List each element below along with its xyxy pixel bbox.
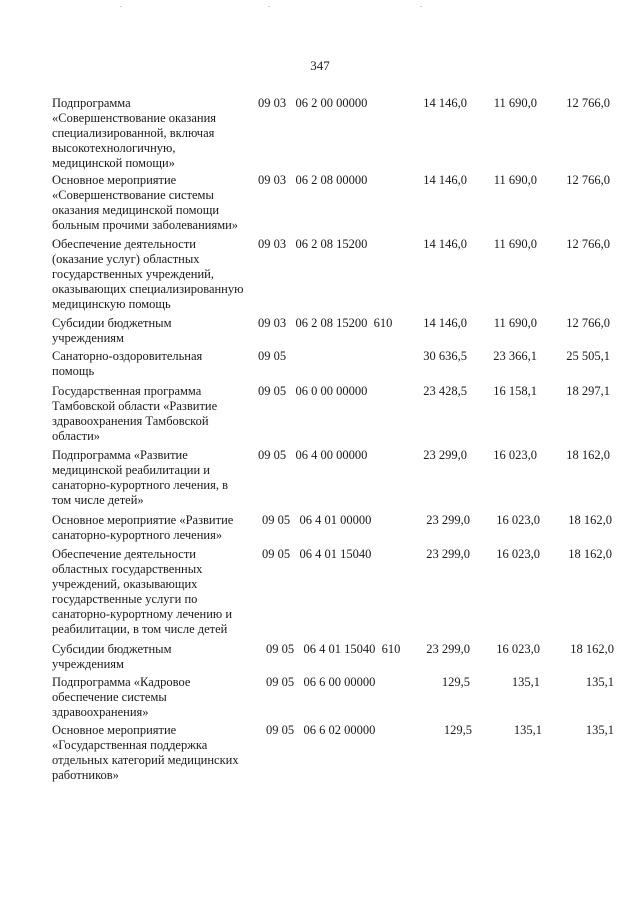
value-year-3: 25 505,1 xyxy=(566,349,610,363)
value-year-3: 18 162,0 xyxy=(566,448,610,462)
row-code: 09 03 06 2 08 15200 xyxy=(258,237,368,251)
row-name: Обеспечение деятельности (оказание услуг) областных государственных учреждений, оказывающих специализированную медицинскую помощь xyxy=(52,237,244,311)
value-year-2: 16 158,1 xyxy=(493,384,537,398)
value-year-1: 23 299,0 xyxy=(426,642,470,656)
value-year-3: 18 162,0 xyxy=(568,513,612,527)
row-code: 09 03 06 2 08 15200 610 xyxy=(258,316,393,330)
row-name: Подпрограмма «Совершенствование оказания специализированной, включая высокотехнологичную, медицинской помощи» xyxy=(52,96,217,170)
value-year-2: 11 690,0 xyxy=(493,173,537,187)
value-year-2: 16 023,0 xyxy=(496,642,540,656)
value-year-2: 135,1 xyxy=(513,723,542,737)
row-code: 09 03 06 2 08 00000 xyxy=(258,173,368,187)
row-code: 09 03 06 2 00 00000 xyxy=(258,96,368,110)
value-year-1: 23 299,0 xyxy=(426,513,470,527)
row-code: 09 05 06 4 01 15040 xyxy=(262,547,372,561)
value-year-3: 135,1 xyxy=(585,675,614,689)
row-name: Обеспечение деятельности областных государственных учреждений, оказывающих государственные услуги по санаторно-курортному лечению и реабилитации, в том числе детей xyxy=(52,547,233,636)
value-year-3: 18 297,1 xyxy=(566,384,610,398)
row-name: Основное мероприятие «Развитие санаторно-курортного лечения» xyxy=(52,513,234,542)
value-year-1: 23 428,5 xyxy=(423,384,467,398)
row-name: Подпрограмма «Развитие медицинской реабилитации и санаторно-курортного лечения, в том числе детей» xyxy=(52,448,228,507)
row-code: 09 05 06 6 02 00000 xyxy=(266,723,376,737)
scan-artifact xyxy=(120,6,122,7)
value-year-1: 14 146,0 xyxy=(423,96,467,110)
value-year-2: 16 023,0 xyxy=(496,547,540,561)
value-year-2: 16 023,0 xyxy=(496,513,540,527)
value-year-2: 11 690,0 xyxy=(493,96,537,110)
value-year-2: 11 690,0 xyxy=(493,237,537,251)
row-code: 09 05 xyxy=(258,349,287,363)
row-name: Подпрограмма «Кадровое обеспечение системы здравоохранения» xyxy=(52,675,191,719)
value-year-1: 129,5 xyxy=(441,675,470,689)
value-year-1: 30 636,5 xyxy=(423,349,467,363)
value-year-2: 23 366,1 xyxy=(493,349,537,363)
value-year-3: 18 162,0 xyxy=(568,547,612,561)
row-name: Субсидии бюджетным учреждениям xyxy=(52,642,172,671)
value-year-2: 135,1 xyxy=(511,675,540,689)
value-year-3: 12 766,0 xyxy=(566,237,610,251)
value-year-3: 135,1 xyxy=(585,723,614,737)
value-year-1: 14 146,0 xyxy=(423,173,467,187)
value-year-2: 16 023,0 xyxy=(493,448,537,462)
value-year-1: 14 146,0 xyxy=(423,237,467,251)
scan-artifact xyxy=(268,6,270,7)
value-year-3: 12 766,0 xyxy=(566,96,610,110)
row-code: 09 05 06 0 00 00000 xyxy=(258,384,368,398)
row-code: 09 05 06 4 01 00000 xyxy=(262,513,372,527)
row-name: Государственная программа Тамбовской области «Развитие здравоохранения Тамбовской области» xyxy=(52,384,218,443)
scan-artifact xyxy=(420,6,422,7)
row-name: Основное мероприятие «Совершенствование системы оказания медицинской помощи больным прочими заболеваниями» xyxy=(52,173,239,232)
row-name: Субсидии бюджетным учреждениям xyxy=(52,316,172,345)
value-year-1: 14 146,0 xyxy=(423,316,467,330)
row-name: Санаторно-оздоровительная помощь xyxy=(52,349,203,378)
value-year-1: 129,5 xyxy=(443,723,472,737)
value-year-1: 23 299,0 xyxy=(423,448,467,462)
value-year-3: 12 766,0 xyxy=(566,316,610,330)
row-code: 09 05 06 4 00 00000 xyxy=(258,448,368,462)
value-year-3: 18 162,0 xyxy=(570,642,614,656)
value-year-3: 12 766,0 xyxy=(566,173,610,187)
row-name: Основное мероприятие «Государственная поддержка отдельных категорий медицинских работников» xyxy=(52,723,239,782)
row-code: 09 05 06 6 00 00000 xyxy=(266,675,376,689)
value-year-1: 23 299,0 xyxy=(426,547,470,561)
page-number: 347 xyxy=(310,58,330,73)
value-year-2: 11 690,0 xyxy=(493,316,537,330)
row-code: 09 05 06 4 01 15040 610 xyxy=(266,642,401,656)
